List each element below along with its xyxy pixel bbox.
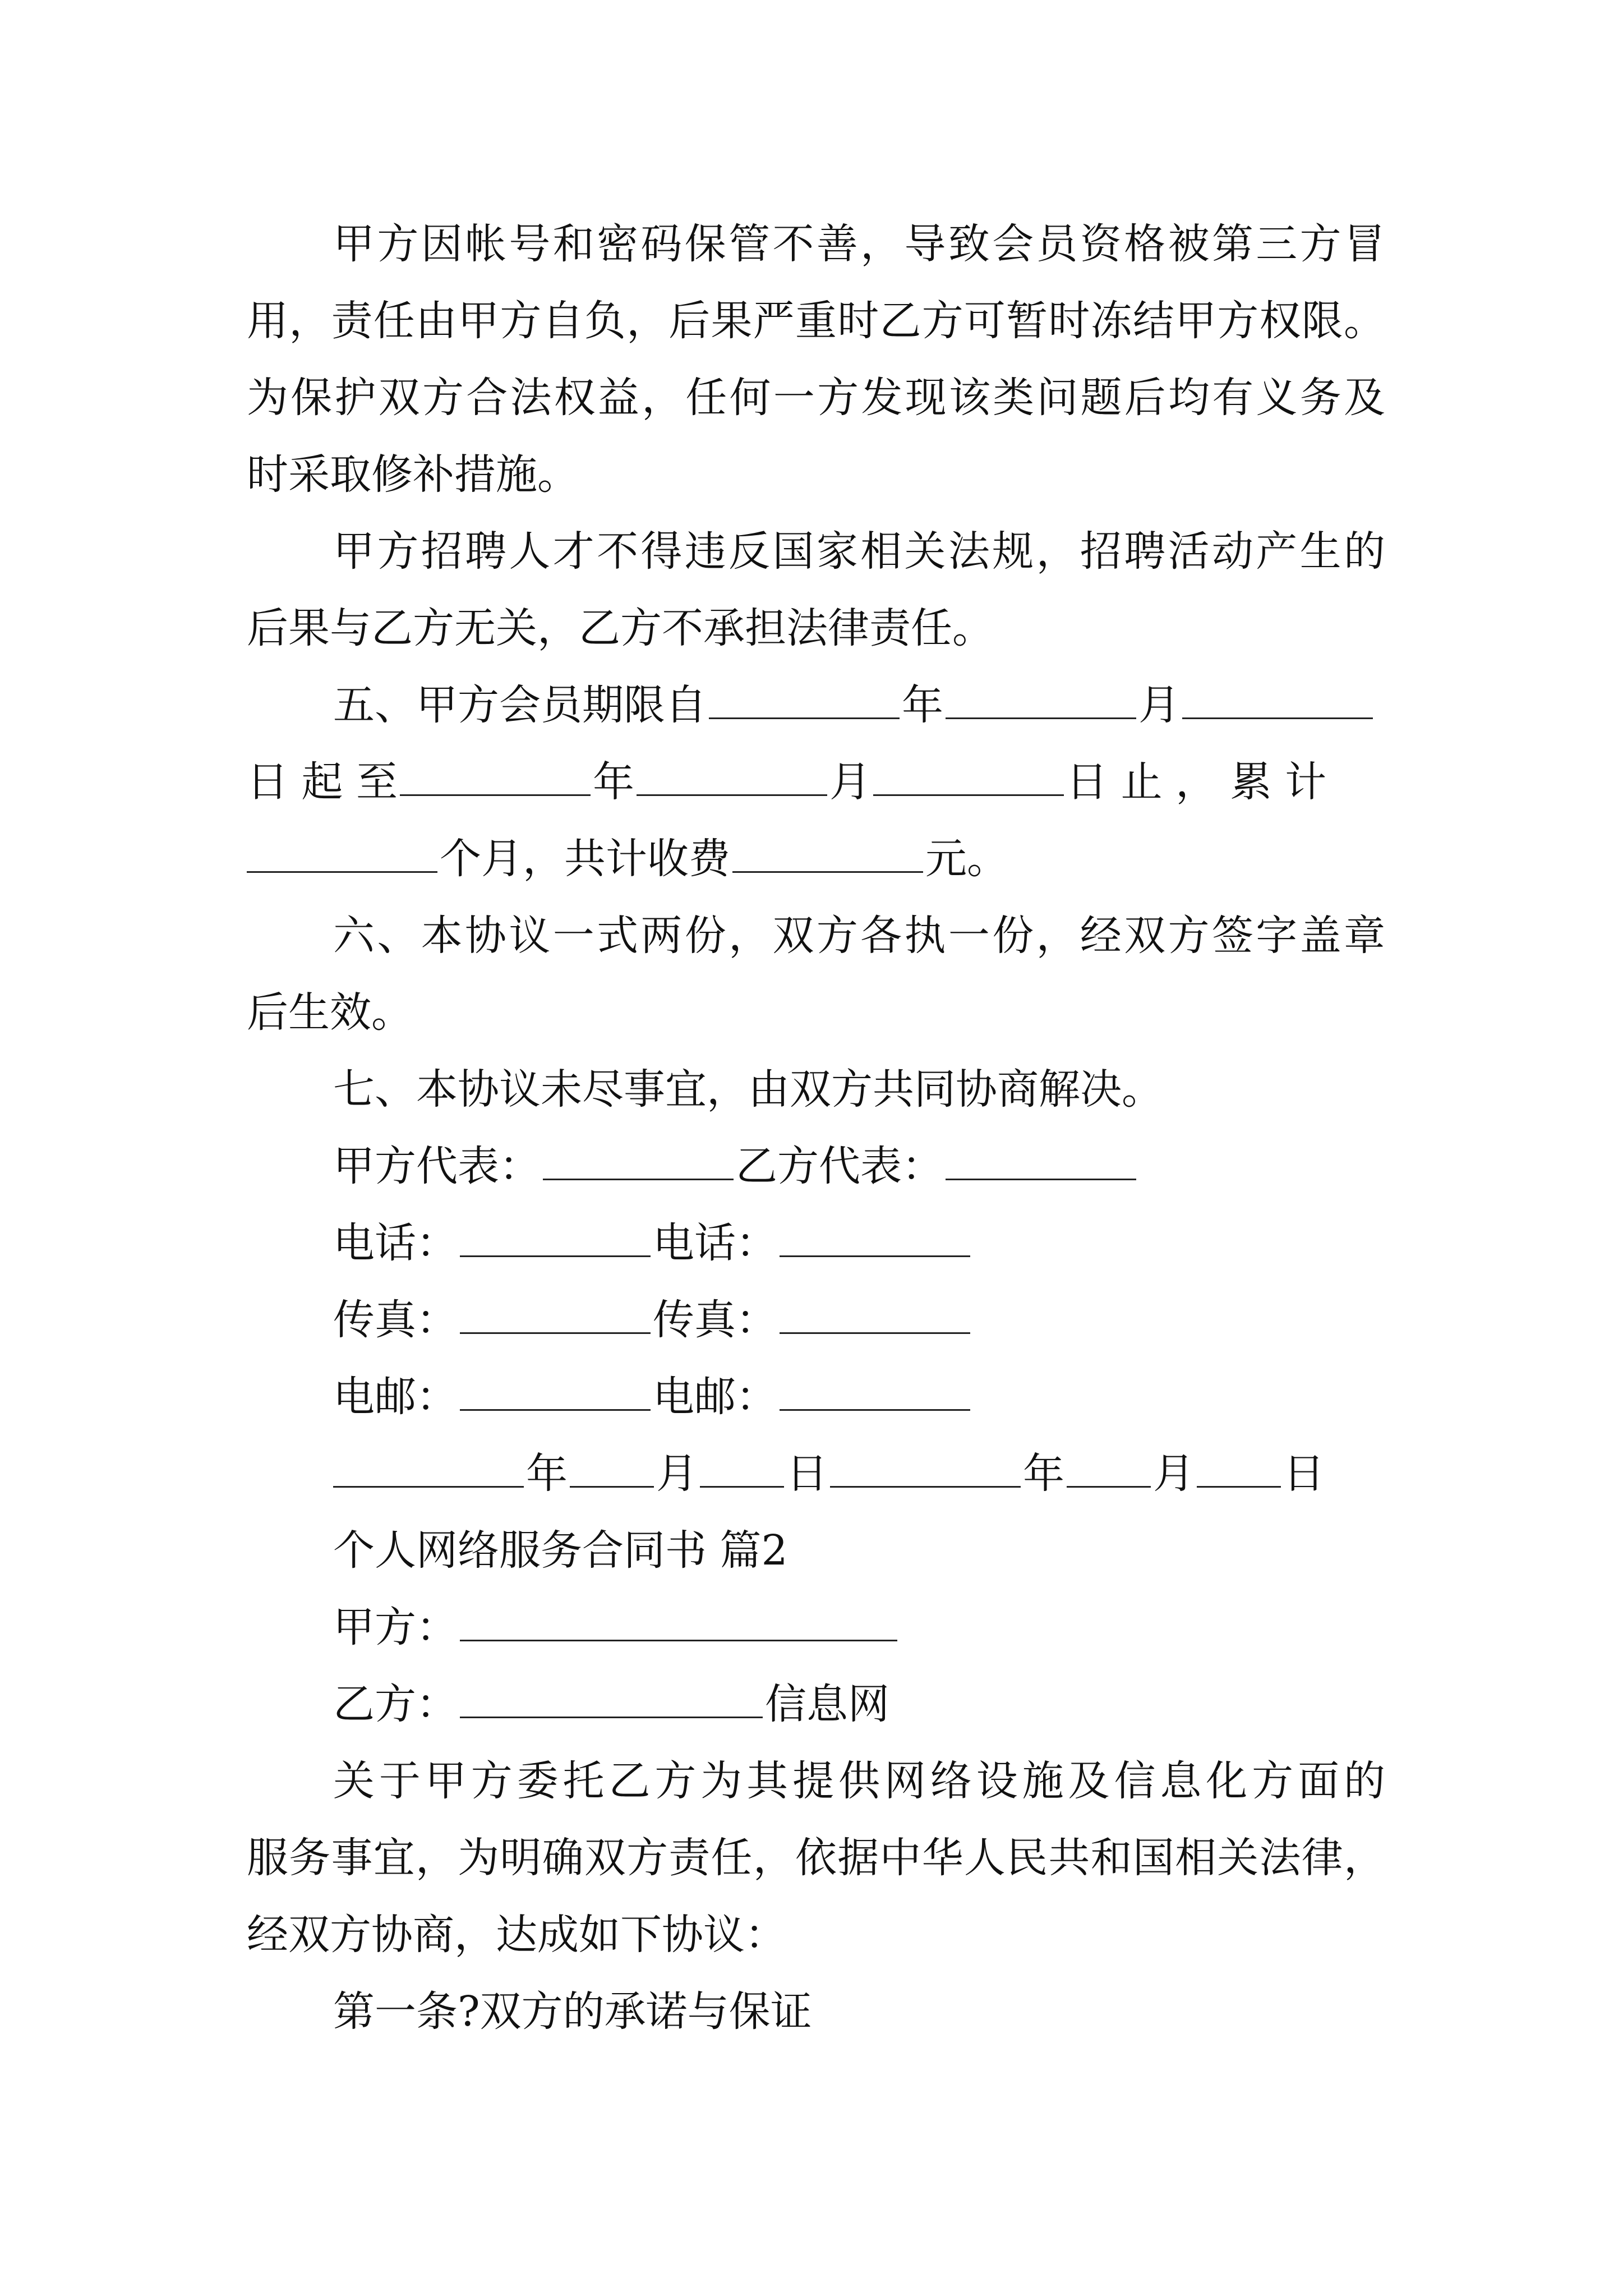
party-b-day-blank[interactable]: [1197, 1451, 1281, 1488]
year-label: 年: [902, 681, 943, 729]
party-b-email-label: 电邮：: [653, 1373, 777, 1421]
party-a-row: [247, 1589, 1385, 1666]
party-a-email-blank[interactable]: [460, 1374, 651, 1411]
party-a-name-blank[interactable]: [460, 1605, 897, 1641]
party-b-rep-blank[interactable]: [946, 1144, 1136, 1180]
day-blank[interactable]: [1182, 683, 1373, 719]
paragraph-copies: [247, 898, 1385, 1051]
party-a-email-label: 电邮：: [333, 1373, 458, 1421]
text-line: 服务事宜，为明确双方责任，依据中华人民共和国相关法律，: [247, 1834, 1385, 1882]
party-a-month-blank[interactable]: [570, 1451, 654, 1488]
party-a-rep-blank[interactable]: [543, 1144, 734, 1180]
day-label: 日: [1283, 1450, 1325, 1498]
party-a-rep-label: 甲方代表：: [333, 1142, 541, 1190]
year-label: 年: [526, 1450, 568, 1498]
party-a-phone-label: 电话：: [333, 1219, 458, 1267]
text-line: 第一条?双方的承诺与保证: [333, 1987, 812, 2036]
text-line: 后果与乙方无关，乙方不承担法律责任。: [247, 604, 994, 652]
party-a-year-blank[interactable]: [333, 1451, 524, 1488]
representative-row: [247, 1128, 1385, 1205]
term-line-1: [247, 667, 1385, 744]
party-b-phone-label: 电话：: [653, 1219, 777, 1267]
end-day-blank[interactable]: [873, 760, 1064, 796]
party-b-fax-label: 传真：: [653, 1296, 777, 1344]
party-b-suffix: 信息网: [765, 1680, 889, 1728]
term-line-3: [247, 821, 1385, 898]
party-a-day-blank[interactable]: [700, 1451, 784, 1488]
party-b-name-blank[interactable]: [460, 1682, 763, 1718]
text-line: 六、本协议一式两份，双方各执一份，经双方签字盖章: [333, 912, 1385, 960]
party-b-email-blank[interactable]: [780, 1374, 970, 1411]
section-2-title: 个人网络服务合同书 篇2: [333, 1526, 788, 1575]
paragraph-account-responsibility: [247, 206, 1385, 513]
text-line: 甲方因帐号和密码保管不善，导致会员资格被第三方冒: [333, 220, 1385, 268]
text-line: 关于甲方委托乙方为其提供网络设施及信息化方面的: [333, 1757, 1385, 1805]
party-b-year-blank[interactable]: [830, 1451, 1021, 1488]
paragraph-unresolved-matters: [247, 1051, 1385, 1128]
email-row: [247, 1359, 1385, 1435]
term-line-2: [247, 744, 1385, 821]
party-b-label: 乙方：: [333, 1680, 458, 1728]
fee-blank[interactable]: [732, 836, 923, 873]
section-2: [247, 1512, 1385, 1743]
party-a-fax-blank[interactable]: [460, 1297, 651, 1334]
party-b-rep-label: 乙方代表：: [736, 1142, 943, 1190]
term-start-label: 五、甲方会员期限自: [333, 681, 707, 729]
party-b-fax-blank[interactable]: [780, 1297, 970, 1334]
yuan-label: 元。: [925, 835, 1008, 883]
text-line: 经双方协商，达成如下协议：: [247, 1911, 786, 1959]
paragraph-membership-term: [247, 667, 1385, 898]
party-b-row: [247, 1666, 1385, 1743]
year-label: 年: [1023, 1450, 1064, 1498]
party-b-phone-blank[interactable]: [780, 1221, 970, 1257]
text-line: 为保护双方合法权益，任何一方发现该类问题后均有义务及: [247, 374, 1385, 422]
text-line: 甲方招聘人才不得违反国家相关法规，招聘活动产生的: [333, 527, 1385, 576]
month-label: 月: [829, 758, 872, 806]
party-b-month-blank[interactable]: [1067, 1451, 1151, 1488]
text-line: 七、本协议未尽事宜，由双方共同协商解决。: [333, 1065, 1163, 1114]
months-fee-label: 个月，共计收费: [440, 835, 730, 883]
end-year-blank[interactable]: [400, 760, 591, 796]
text-line: 用，责任由甲方自负，后果严重时乙方可暂时冻结甲方权限。: [247, 297, 1385, 345]
month-label: 月: [656, 1450, 698, 1498]
months-blank[interactable]: [247, 836, 437, 873]
text-line: 时采取修补措施。: [247, 450, 579, 499]
party-a-fax-label: 传真：: [333, 1296, 458, 1344]
signature-block: [247, 1128, 1385, 1512]
party-a-phone-blank[interactable]: [460, 1221, 651, 1257]
month-blank[interactable]: [946, 683, 1136, 719]
date-row: [247, 1435, 1385, 1512]
until-total-label: 日 止 ， 累 计: [1066, 758, 1327, 806]
month-label: 月: [1138, 681, 1180, 729]
day-label: 日: [786, 1450, 828, 1498]
section-2-intro: [247, 1743, 1385, 1973]
article-1-heading: [247, 1973, 1385, 2050]
fax-row: [247, 1282, 1385, 1359]
text-line: 后生效。: [247, 988, 413, 1037]
phone-row: [247, 1205, 1385, 1282]
month-label: 月: [1153, 1450, 1195, 1498]
paragraph-recruitment: [247, 513, 1385, 667]
year-blank[interactable]: [709, 683, 900, 719]
year-label: 年: [593, 758, 635, 806]
from-label: 日 起 至: [247, 758, 398, 806]
party-a-label: 甲方：: [333, 1603, 458, 1651]
end-month-blank[interactable]: [637, 760, 827, 796]
